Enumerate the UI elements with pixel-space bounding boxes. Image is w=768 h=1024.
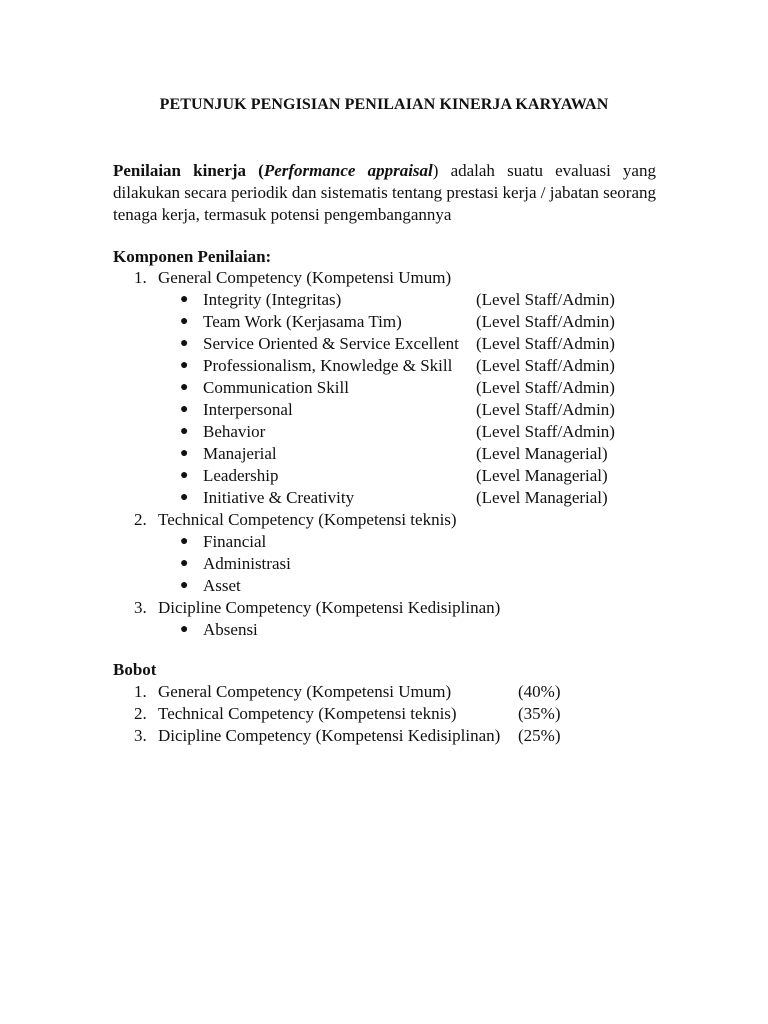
- bobot-heading: Bobot: [113, 660, 157, 679]
- item-text: Asset: [203, 576, 241, 595]
- bobot-label: Technical Competency (Kompetensi teknis): [158, 704, 457, 723]
- item-level: (Level Managerial): [476, 444, 608, 463]
- item-text: Team Work (Kerjasama Tim): [203, 312, 402, 331]
- item-text: Absensi: [203, 620, 258, 639]
- intro-paragraph: [113, 160, 656, 226]
- intro-rest: adalah suatu evaluasi yang dilakukan secara periodik dan sistematis tentang prestasi kerja / jabatan seorang tenaga kerja, termasuk potensi pengembangannya: [113, 161, 656, 224]
- item-text: Service Oriented & Service Excellent: [203, 334, 459, 353]
- bobot-label: General Competency (Kompetensi Umum): [158, 682, 452, 701]
- bullet-icon: ●: [180, 380, 189, 395]
- item-text: Administrasi: [203, 554, 291, 573]
- group-label: Technical Competency (Kompetensi teknis): [158, 510, 457, 529]
- bobot-number: 1.: [134, 682, 147, 701]
- item-level: (Level Managerial): [476, 466, 608, 485]
- item-level: (Level Staff/Admin): [476, 400, 615, 419]
- bullet-icon: ●: [180, 358, 189, 373]
- intro-close-paren: ): [432, 161, 439, 180]
- item-level: (Level Staff/Admin): [476, 422, 615, 441]
- intro-open-paren: (: [258, 161, 264, 180]
- item-level: (Level Staff/Admin): [476, 356, 615, 375]
- item-text: Initiative & Creativity: [203, 488, 355, 507]
- document-title: PETUNJUK PENGISIAN PENILAIAN KINERJA KARYAWAN: [159, 96, 609, 113]
- item-text: Leadership: [203, 466, 279, 485]
- bullet-icon: ●: [180, 534, 189, 549]
- bullet-icon: ●: [180, 556, 189, 571]
- bobot-weight: (40%): [518, 682, 561, 701]
- group-label: General Competency (Kompetensi Umum): [158, 268, 452, 287]
- item-level: (Level Staff/Admin): [476, 312, 615, 331]
- group-number: 3.: [134, 598, 147, 617]
- bullet-icon: ●: [180, 578, 189, 593]
- item-text: Communication Skill: [203, 378, 349, 397]
- bullet-icon: ●: [180, 402, 189, 417]
- komponen-heading: Komponen Penilaian:: [113, 247, 272, 266]
- item-level: (Level Managerial): [476, 488, 608, 507]
- bobot-weight: (35%): [518, 704, 561, 723]
- item-level: (Level Staff/Admin): [476, 334, 615, 353]
- intro-term-en: Performance appraisal: [263, 161, 433, 180]
- bullet-icon: ●: [180, 336, 189, 351]
- group-number: 1.: [134, 268, 147, 287]
- bobot-weight: (25%): [518, 726, 561, 745]
- bullet-icon: ●: [180, 446, 189, 461]
- bullet-icon: ●: [180, 622, 189, 637]
- item-text: Financial: [203, 532, 267, 551]
- bullet-icon: ●: [180, 292, 189, 307]
- item-level: (Level Staff/Admin): [476, 378, 615, 397]
- bullet-icon: ●: [180, 490, 189, 505]
- bullet-icon: ●: [180, 424, 189, 439]
- bobot-label: Dicipline Competency (Kompetensi Kedisiplinan): [158, 726, 501, 745]
- group-label: Dicipline Competency (Kompetensi Kedisiplinan): [158, 598, 501, 617]
- intro-term: Penilaian kinerja: [113, 161, 247, 180]
- item-text: Professionalism, Knowledge & Skill: [203, 356, 453, 375]
- bullet-icon: ●: [180, 468, 189, 483]
- bobot-number: 2.: [134, 704, 147, 723]
- item-text: Manajerial: [203, 444, 277, 463]
- item-text: Behavior: [203, 422, 266, 441]
- item-text: Interpersonal: [203, 400, 293, 419]
- item-level: (Level Staff/Admin): [476, 290, 615, 309]
- group-number: 2.: [134, 510, 147, 529]
- bobot-number: 3.: [134, 726, 147, 745]
- item-text: Integrity (Integritas): [203, 290, 342, 309]
- bullet-icon: ●: [180, 314, 189, 329]
